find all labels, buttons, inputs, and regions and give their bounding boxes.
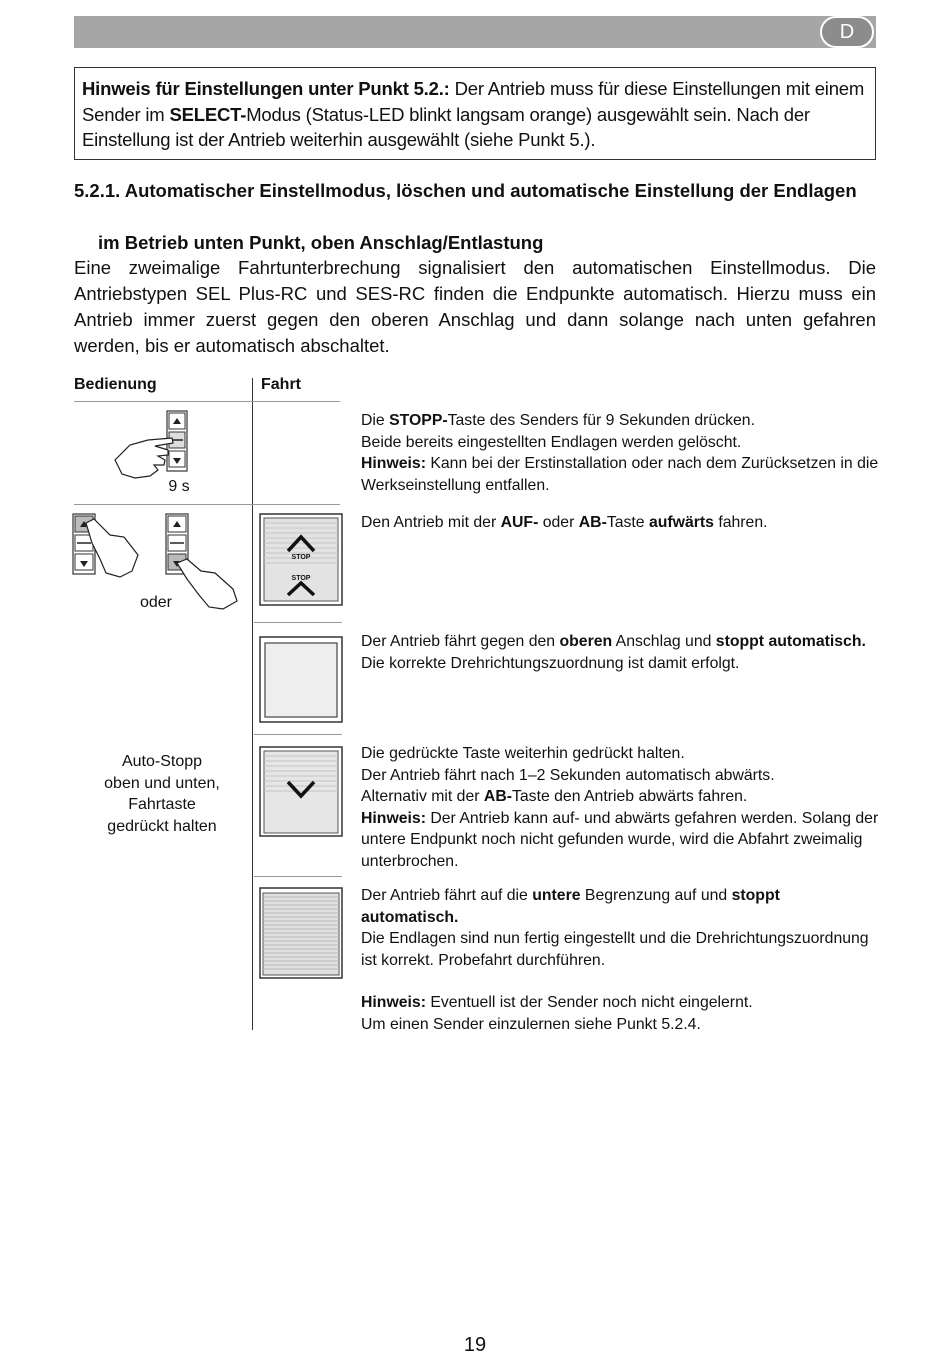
remote-stop-press-icon — [110, 410, 195, 485]
auto-stop-label-line: gedrückt halten — [107, 817, 217, 835]
note-text-2: Modus (Status-LED blinkt langsam orange) ausgewählt sein. Nach der Einstellung ist der Antrieb weiterhin ausgewählt (siehe Punkt 5.). — [82, 103, 810, 150]
step-4-text — [361, 743, 881, 872]
step-5-text — [361, 885, 881, 1035]
section-heading: 5.2.1. Automatischer Einstellmodus, löschen und automatische Einstellung der Endlagen — [74, 180, 857, 201]
step-2-text: Den Antrieb mit der AUF- oder AB-Taste aufwärts fahren. — [361, 514, 768, 531]
oder-label: oder — [139, 594, 173, 611]
auto-stop-label-line: Fahrtaste — [128, 796, 196, 813]
row-divider — [254, 734, 342, 735]
step-4-line-2: Der Antrieb fährt nach 1–2 Sekunden automatisch abwärts. — [361, 766, 775, 784]
duration-label: 9 s — [168, 478, 190, 495]
stop-text: STOP — [291, 575, 311, 582]
shutter-closed-icon — [259, 887, 343, 979]
window-open-icon — [259, 636, 343, 723]
header-bar — [74, 16, 876, 48]
column-header-bedienung: Bedienung — [74, 376, 157, 393]
step-5-line-2: Die Endlagen sind nun fertig eingestellt und die Drehrichtungszuordnung ist korrekt. Probefahrt durchführen. — [361, 930, 869, 969]
step-5-note: Hinweis: Eventuell ist der Sender noch nicht eingelernt. — [361, 994, 753, 1011]
language-badge: D — [820, 16, 874, 48]
stop-text: STOP — [291, 554, 311, 561]
page-number: 19 — [463, 1334, 487, 1356]
shutter-down-icon — [259, 746, 343, 838]
step-5-line-1: Der Antrieb fährt auf die untere Begrenzung auf und stoppt automatisch. — [361, 887, 780, 926]
step-1-line-2: Beide bereits eingestellten Endlagen werden gelöscht. — [361, 433, 742, 451]
step-1-line-1: Die STOPP-Taste des Senders für 9 Sekunden drücken. — [361, 412, 755, 429]
step-1-note: Hinweis: Kann bei der Erstinstallation oder nach dem Zurücksetzen in die Werkseinstellung entfallen. — [361, 455, 879, 494]
note-bold-lead: Hinweis für Einstellungen unter Punkt 5.2.: — [82, 78, 450, 99]
auto-stop-label — [80, 751, 244, 837]
note-text-1: Der Antrieb muss für diese Einstellungen mit einem Sender im — [82, 78, 865, 125]
section-subheading: im Betrieb unten Punkt, oben Anschlag/Entlastung — [98, 232, 544, 253]
column-header-fahrt: Fahrt — [261, 376, 301, 393]
row-divider — [74, 401, 340, 402]
row-divider — [74, 504, 340, 505]
auto-stop-label-line: oben und unten, — [104, 774, 220, 792]
step-1-text — [361, 410, 881, 496]
step-4-line-1: Die gedrückte Taste weiterhin gedrückt halten. — [361, 745, 685, 762]
remote-up-press-icon — [72, 513, 142, 583]
row-divider — [254, 876, 342, 877]
step-5-line-3: Um einen Sender einzulernen siehe Punkt 5.2.4. — [361, 1015, 701, 1033]
step-3-text: Der Antrieb fährt gegen den oberen Anschlag und stoppt automatisch. Die korrekte Drehrichtungszuordnung ist damit erfolgt. — [361, 633, 866, 672]
step-4-note: Hinweis: Der Antrieb kann auf- und abwärts gefahren werden. Solang der untere Endpunkt noch nicht gefunden wurde, wird die Abfahrt zweimalig unterbrochen. — [361, 809, 879, 870]
note-bold-select: SELECT- — [169, 103, 247, 125]
settings-note-box — [74, 67, 876, 160]
auto-stop-label-line: Auto-Stopp — [121, 753, 203, 770]
section-intro: Eine zweimalige Fahrtunterbrechung signalisiert den automatischen Einstellmodus. Die Antriebstypen SEL Plus-RC und SES-RC finden die Endpunkte automatisch. Hierzu muss ein Antrieb immer zuerst gegen den oberen Anschlag und dann solange nach unten gefahren werden, bis er automatisch abschaltet. — [74, 257, 876, 356]
step-4-line-3: Alternativ mit der AB-Taste den Antrieb abwärts fahren. — [361, 788, 748, 805]
column-divider — [252, 378, 253, 1030]
shutter-up-icon — [259, 513, 343, 606]
row-divider — [254, 622, 342, 623]
